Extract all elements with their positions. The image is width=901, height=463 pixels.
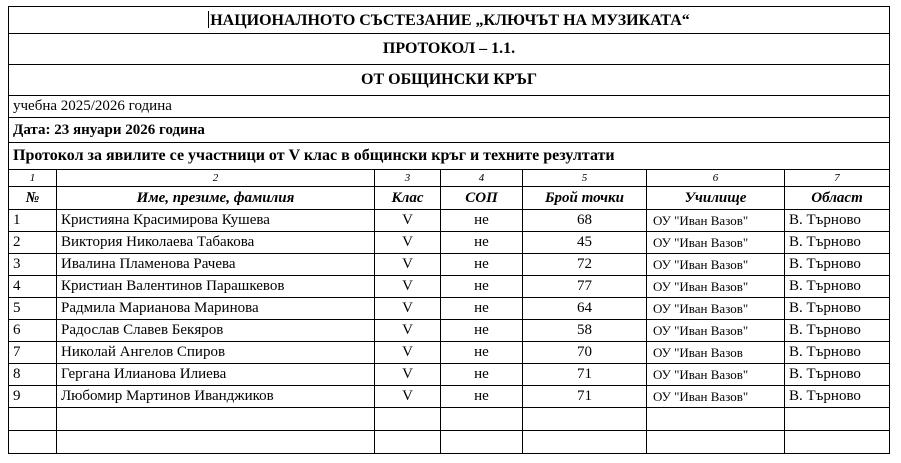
table-row — [9, 386, 890, 408]
participant-points: 77 — [523, 276, 647, 298]
school-year: учебна 2025/2026 година — [9, 96, 890, 118]
table-row — [9, 254, 890, 276]
empty-cell — [9, 408, 57, 431]
empty-cell — [523, 408, 647, 431]
table-row — [9, 232, 890, 254]
empty-row — [9, 408, 890, 431]
participant-sop: не — [441, 232, 523, 254]
column-number: 3 — [375, 170, 441, 187]
column-header-region: Област — [785, 187, 890, 210]
empty-cell — [57, 431, 375, 454]
participant-name: Николай Ангелов Спиров — [57, 342, 375, 364]
empty-cell — [785, 431, 890, 454]
table-row — [9, 298, 890, 320]
participant-school: ОУ "Иван Вазов" — [647, 210, 785, 232]
empty-cell — [441, 408, 523, 431]
protocol-description: Протокол за явилите се участници от V клас в общински кръг и техните резултати — [9, 143, 890, 170]
empty-cell — [441, 431, 523, 454]
participant-class: V — [375, 342, 441, 364]
participant-points: 45 — [523, 232, 647, 254]
row-number: 4 — [9, 276, 57, 298]
participant-name: Виктория Николаева Табакова — [57, 232, 375, 254]
column-header-school: Училище — [647, 187, 785, 210]
column-number: 2 — [57, 170, 375, 187]
participant-points: 70 — [523, 342, 647, 364]
column-header-name: Име, презиме, фамилия — [57, 187, 375, 210]
participant-region: В. Търново — [785, 254, 890, 276]
participant-points: 71 — [523, 386, 647, 408]
participant-sop: не — [441, 386, 523, 408]
row-number: 2 — [9, 232, 57, 254]
table-row — [9, 210, 890, 232]
participant-class: V — [375, 276, 441, 298]
protocol-table — [8, 6, 890, 454]
participant-points: 72 — [523, 254, 647, 276]
empty-cell — [647, 431, 785, 454]
empty-cell — [785, 408, 890, 431]
empty-row — [9, 431, 890, 454]
participant-name: Кристияна Красимирова Кушева — [57, 210, 375, 232]
empty-cell — [9, 431, 57, 454]
column-number-row — [9, 170, 890, 187]
participant-region: В. Търново — [785, 342, 890, 364]
column-number: 5 — [523, 170, 647, 187]
participant-points: 71 — [523, 364, 647, 386]
participant-school: ОУ "Иван Вазов — [647, 342, 785, 364]
column-number: 7 — [785, 170, 890, 187]
participant-sop: не — [441, 298, 523, 320]
participant-class: V — [375, 364, 441, 386]
participant-sop: не — [441, 254, 523, 276]
column-number: 4 — [441, 170, 523, 187]
participant-region: В. Търново — [785, 232, 890, 254]
table-row — [9, 276, 890, 298]
participant-class: V — [375, 298, 441, 320]
empty-cell — [647, 408, 785, 431]
participant-name: Любомир Мартинов Иванджиков — [57, 386, 375, 408]
participant-class: V — [375, 320, 441, 342]
participant-school: ОУ "Иван Вазов" — [647, 364, 785, 386]
participant-name: Ивалина Пламенова Рачева — [57, 254, 375, 276]
participant-name: Кристиан Валентинов Парашкевов — [57, 276, 375, 298]
table-row — [9, 320, 890, 342]
participant-class: V — [375, 386, 441, 408]
participant-region: В. Търново — [785, 210, 890, 232]
empty-cell — [375, 408, 441, 431]
table-row — [9, 342, 890, 364]
row-number: 7 — [9, 342, 57, 364]
protocol-date: Дата: 23 януари 2026 година — [9, 118, 890, 143]
column-number: 1 — [9, 170, 57, 187]
column-header-class: Клас — [375, 187, 441, 210]
participant-name: Гергана Илианова Илиева — [57, 364, 375, 386]
participant-school: ОУ "Иван Вазов" — [647, 232, 785, 254]
participant-points: 58 — [523, 320, 647, 342]
participant-region: В. Търново — [785, 386, 890, 408]
participant-points: 64 — [523, 298, 647, 320]
document-title-text: НАЦИОНАЛНОТО СЪСТЕЗАНИЕ „КЛЮЧЪТ НА МУЗИКАТА“ — [210, 11, 690, 29]
participant-school: ОУ "Иван Вазов" — [647, 386, 785, 408]
participant-sop: не — [441, 210, 523, 232]
empty-cell — [57, 408, 375, 431]
protocol-number: ПРОТОКОЛ – 1.1. — [9, 34, 890, 65]
empty-cell — [375, 431, 441, 454]
participant-sop: не — [441, 276, 523, 298]
participant-class: V — [375, 254, 441, 276]
column-header-points: Брой точки — [523, 187, 647, 210]
table-row — [9, 364, 890, 386]
participant-school: ОУ "Иван Вазов" — [647, 276, 785, 298]
round-title: ОТ ОБЩИНСКИ КРЪГ — [9, 65, 890, 96]
participant-class: V — [375, 232, 441, 254]
column-header-sop: СОП — [441, 187, 523, 210]
participant-sop: не — [441, 342, 523, 364]
row-number: 1 — [9, 210, 57, 232]
column-header-row — [9, 187, 890, 210]
row-number: 9 — [9, 386, 57, 408]
participant-class: V — [375, 210, 441, 232]
participant-name: Радослав Славев Бекяров — [57, 320, 375, 342]
participant-school: ОУ "Иван Вазов" — [647, 320, 785, 342]
participant-region: В. Търново — [785, 364, 890, 386]
column-number: 6 — [647, 170, 785, 187]
row-number: 8 — [9, 364, 57, 386]
document-page — [8, 6, 889, 454]
participant-region: В. Търново — [785, 298, 890, 320]
row-number: 6 — [9, 320, 57, 342]
row-number: 5 — [9, 298, 57, 320]
participant-school: ОУ "Иван Вазов" — [647, 298, 785, 320]
empty-cell — [523, 431, 647, 454]
participant-region: В. Търново — [785, 320, 890, 342]
row-number: 3 — [9, 254, 57, 276]
participant-sop: не — [441, 364, 523, 386]
participant-school: ОУ "Иван Вазов" — [647, 254, 785, 276]
participant-points: 68 — [523, 210, 647, 232]
participant-region: В. Търново — [785, 276, 890, 298]
document-title[interactable] — [9, 7, 890, 34]
column-header-no: № — [9, 187, 57, 210]
participant-sop: не — [441, 320, 523, 342]
participant-name: Радмила Марианова Маринова — [57, 298, 375, 320]
